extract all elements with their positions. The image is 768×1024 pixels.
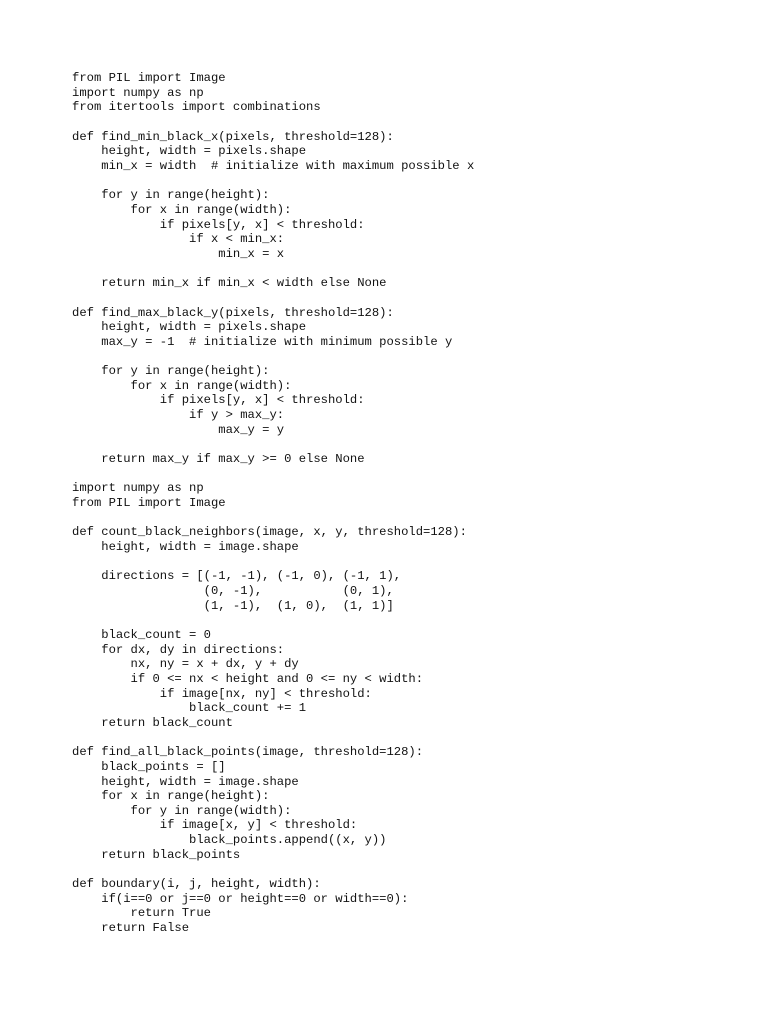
- code-line: from PIL import Image: [72, 71, 226, 85]
- code-line: for dx, dy in directions:: [72, 642, 285, 657]
- code-line: return min_x if min_x < width else None: [72, 276, 387, 291]
- code-line: height, width = pixels.shape: [72, 144, 307, 159]
- code-block: [72, 71, 474, 936]
- code-line: [72, 262, 474, 277]
- code-line: import numpy as np: [72, 481, 204, 496]
- code-line: [72, 467, 474, 482]
- code-line: return max_y if max_y >= 0 else None: [72, 452, 365, 467]
- code-line: def find_min_black_x(pixels, threshold=128):: [72, 129, 394, 144]
- code-line: black_points.append((x, y)): [72, 833, 387, 848]
- code-line: (1, -1), (1, 0), (1, 1)]: [72, 598, 394, 613]
- code-line: for y in range(height):: [72, 364, 270, 379]
- code-line: [72, 115, 474, 130]
- code-line: def find_max_black_y(pixels, threshold=128):: [72, 305, 394, 320]
- code-line: def find_all_black_points(image, threshold=128):: [72, 745, 424, 760]
- code-line: [72, 511, 474, 526]
- code-line: return False: [72, 921, 190, 936]
- code-line: for y in range(width):: [72, 803, 292, 818]
- code-line: height, width = image.shape: [72, 774, 299, 789]
- code-line: for x in range(height):: [72, 789, 270, 804]
- code-line: [72, 349, 474, 364]
- code-line: max_y = -1 # initialize with minimum possible y: [72, 334, 453, 349]
- code-line: from itertools import combinations: [72, 100, 321, 115]
- code-line: [72, 731, 474, 746]
- code-line: return black_points: [72, 847, 241, 862]
- code-line: for x in range(width):: [72, 378, 292, 393]
- code-line: height, width = image.shape: [72, 540, 299, 554]
- code-line: black_count = 0: [72, 627, 211, 642]
- code-line: for y in range(height):: [72, 188, 270, 203]
- code-line: if image[x, y] < threshold:: [72, 818, 358, 833]
- code-line: directions = [(-1, -1), (-1, 0), (-1, 1),: [72, 569, 402, 584]
- code-line: if pixels[y, x] < threshold:: [72, 217, 365, 232]
- code-line: black_count += 1: [72, 701, 307, 716]
- code-line: if image[nx, ny] < threshold:: [72, 686, 372, 701]
- code-line: return black_count: [72, 715, 233, 730]
- code-line: def count_black_neighbors(image, x, y, threshold=128):: [72, 525, 467, 540]
- code-line: from PIL import Image: [72, 496, 226, 511]
- code-line: if x < min_x:: [72, 232, 285, 247]
- code-line: import numpy as np: [72, 85, 204, 100]
- code-line: black_points = []: [72, 759, 226, 774]
- code-line: max_y = y: [72, 422, 285, 437]
- code-line: min_x = width # initialize with maximum possible x: [72, 158, 475, 173]
- code-line: for x in range(width):: [72, 202, 292, 217]
- code-line: height, width = pixels.shape: [72, 320, 307, 335]
- code-line: [72, 174, 474, 189]
- code-line: if pixels[y, x] < threshold:: [72, 393, 365, 408]
- code-line: if(i==0 or j==0 or height==0 or width==0):: [72, 891, 409, 906]
- code-line: return True: [72, 906, 211, 921]
- code-line: min_x = x: [72, 246, 285, 261]
- code-line: [72, 613, 474, 628]
- code-line: [72, 437, 474, 452]
- code-line: [72, 555, 474, 570]
- code-line: nx, ny = x + dx, y + dy: [72, 657, 299, 672]
- code-line: [72, 862, 474, 877]
- code-line: if 0 <= nx < height and 0 <= ny < width:: [72, 671, 424, 686]
- code-line: def boundary(i, j, height, width):: [72, 877, 321, 892]
- code-line: if y > max_y:: [72, 408, 285, 423]
- code-line: (0, -1), (0, 1),: [72, 583, 394, 598]
- code-line: [72, 291, 474, 306]
